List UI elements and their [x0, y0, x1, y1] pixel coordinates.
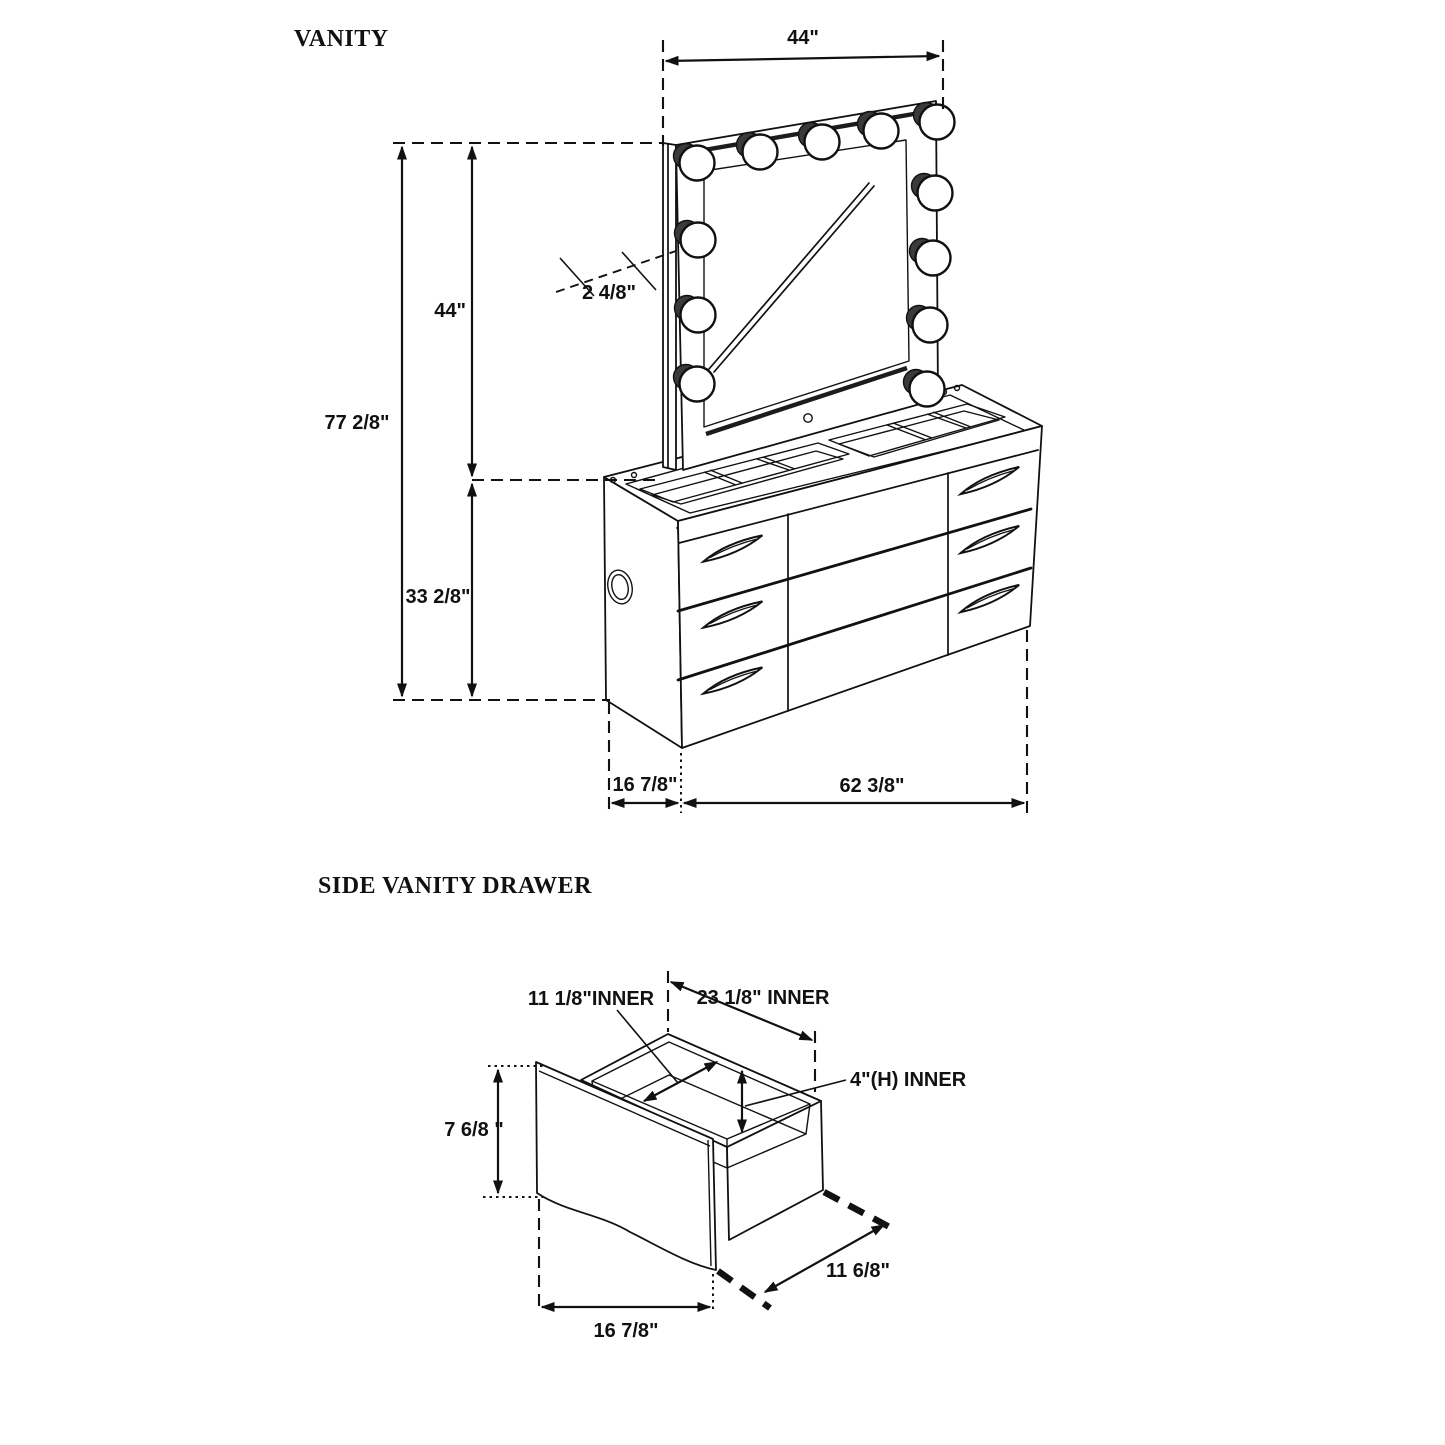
dim-dresser-height: 33 2/8" — [405, 586, 471, 608]
dim-frame-thickness: 2 4/8" — [582, 282, 636, 304]
bulb-icon — [674, 365, 715, 402]
vanity-diagram — [294, 26, 1042, 813]
frame-thickness-callout — [556, 251, 676, 304]
dim-mirror-width: 44" — [787, 27, 819, 49]
vanity-title: VANITY — [294, 26, 389, 52]
dim-side-depth: 11 6/8" — [826, 1260, 890, 1282]
dim-mirror-width-arrow — [666, 56, 939, 61]
side-drawer-diagram — [318, 873, 967, 1342]
dim-width: 62 3/8" — [839, 775, 905, 797]
dim-overall-height: 77 2/8" — [324, 412, 390, 434]
side-drawer-title: SIDE VANITY DRAWER — [318, 873, 592, 899]
dim-inner-height: 4"(H) INNER — [850, 1069, 967, 1091]
dim-front-width: 16 7/8" — [593, 1320, 659, 1342]
hidden-edge-dashed — [824, 1192, 895, 1230]
dim-depth: 16 7/8" — [612, 774, 678, 796]
dim-inner-width: 23 1/8" INNER — [696, 987, 830, 1009]
dim-inner-depth: 11 1/8"INNER — [527, 988, 655, 1010]
dim-front-height: 7 6/8 " — [444, 1119, 504, 1141]
dresser-left-panel — [604, 477, 682, 748]
dim-mirror-height: 44" — [434, 300, 466, 322]
hidden-edge-dashed — [718, 1271, 770, 1308]
